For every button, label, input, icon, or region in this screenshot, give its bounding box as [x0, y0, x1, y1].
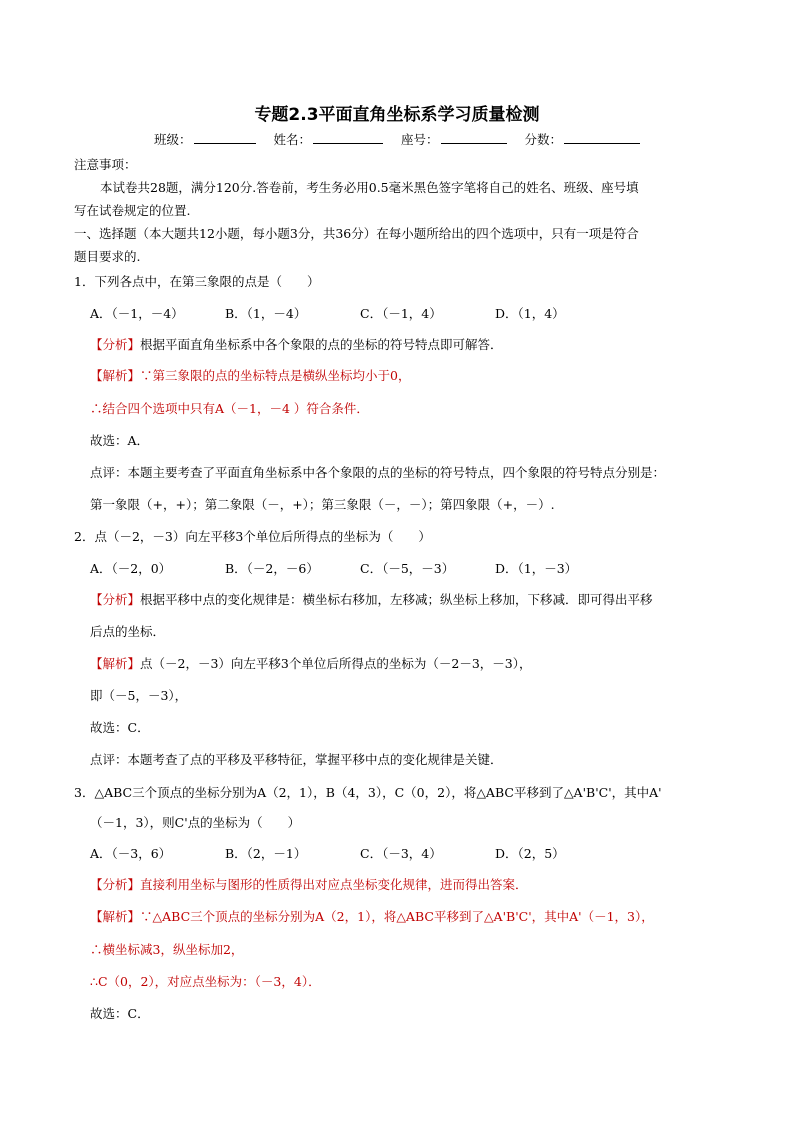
- q2-options: [90, 561, 630, 577]
- q2-analysis-tag: 【分析】: [90, 592, 141, 607]
- q3-solution: [90, 909, 654, 925]
- seat-field: [401, 130, 507, 148]
- q3-solution-text: ∵△ABC三个顶点的坐标分别为A（2，1），将△ABC平移到了△A'B'C'，其中A'（－1，3），: [140, 909, 654, 924]
- seat-blank[interactable]: [441, 131, 507, 144]
- notice-line-2: 写在试卷规定的位置.: [74, 203, 191, 218]
- section-heading-line-2: 题目要求的.: [74, 249, 141, 264]
- q2-solution-tag: 【解析】: [90, 656, 141, 671]
- q3-option-d[interactable]: D．（2，5）: [495, 846, 565, 861]
- q3-solution-tag: 【解析】: [90, 909, 141, 924]
- seat-label: 座号：: [400, 132, 439, 147]
- q1-options: [90, 306, 630, 322]
- q1-option-b[interactable]: B．（1，－4）: [225, 306, 307, 321]
- score-label: 分数：: [524, 132, 562, 147]
- q2-solution-line-2: 即（－5，－3），: [90, 688, 188, 703]
- score-blank[interactable]: [564, 131, 640, 144]
- section-heading-line-1: 一、选择题（本大题共12小题，每小题3分，共36分）在每小题所给出的四个选项中，只有一项是符合: [74, 226, 639, 241]
- class-field: [154, 130, 256, 148]
- q2-option-b[interactable]: B．（－2，－6）: [225, 561, 319, 576]
- student-info-row: [0, 130, 794, 148]
- q3-option-c[interactable]: C．（－3，4）: [360, 846, 442, 861]
- name-blank[interactable]: [313, 131, 383, 144]
- q1-option-c[interactable]: C．（－1，4）: [360, 306, 442, 321]
- q1-comment-line-1: 点评：本题主要考查了平面直角坐标系中各个象限的点的坐标的符号特点，四个象限的符号特点分别是：: [90, 465, 666, 480]
- q3-analysis-tag: 【分析】: [90, 877, 141, 892]
- q1-solution-tag: 【解析】: [90, 368, 141, 383]
- q1-solution-text: ∵第三象限的点的坐标特点是横纵坐标均小于0，: [140, 368, 411, 383]
- q2-comment: 点评：本题考查了点的平移及平移特征，掌握平移中点的变化规律是关键．: [90, 752, 503, 767]
- q2-analysis-text: 根据平移中点的变化规律是：横坐标右移加，左移减；纵坐标上移加，下移减．即可得出平移: [140, 592, 653, 607]
- q1-analysis-text: 根据平面直角坐标系中各个象限的点的坐标的符号特点即可解答．: [140, 337, 503, 352]
- q3-stem-line-2: （－1，3），则C'点的坐标为（ ）: [90, 815, 301, 830]
- q2-option-c[interactable]: C．（－5，－3）: [360, 561, 455, 576]
- q3-analysis: [90, 877, 528, 893]
- q1-option-d[interactable]: D．（1，4）: [495, 306, 565, 321]
- class-blank[interactable]: [194, 131, 256, 144]
- score-field: [524, 130, 640, 148]
- q3-option-b[interactable]: B．（2，－1）: [225, 846, 307, 861]
- q3-options: [90, 846, 630, 862]
- q1-option-a[interactable]: A．（－1，－4）: [90, 306, 184, 321]
- q1-comment-line-2: 第一象限（+，+）；第二象限（－，+）；第三象限（－，－）；第四象限（+，－）.: [90, 497, 555, 512]
- q2-answer: 故选：C．: [90, 720, 150, 735]
- name-field: [273, 130, 383, 148]
- q1-stem: 1．下列各点中，在第三象限的点是（ ）: [74, 274, 320, 289]
- q3-stem: 3．△ABC三个顶点的坐标分别为A（2，1），B（4，3），C（0，2），将△ABC平移到了△A'B'C'，其中A': [74, 785, 662, 800]
- q2-solution-text: 点（－2，－3）向左平移3个单位后所得点的坐标为（－2－3，－3），: [140, 656, 532, 671]
- q3-answer: 故选：C．: [90, 1006, 150, 1021]
- name-label: 姓名：: [273, 132, 311, 147]
- q2-option-d[interactable]: D．（1，－3）: [495, 561, 578, 576]
- q1-solution-line-2: ∴结合四个选项中只有A（－1，－4 ）符合条件．: [90, 401, 369, 416]
- q1-solution: [90, 368, 410, 384]
- q2-stem: 2．点（－2，－3）向左平移3个单位后所得点的坐标为（ ）: [74, 529, 431, 544]
- q2-analysis: [90, 592, 653, 608]
- q1-answer: 故选：A．: [90, 433, 150, 448]
- q3-solution-line-2: ∴横坐标减3，纵坐标加2，: [90, 942, 244, 957]
- notice-heading: 注意事项：: [74, 157, 137, 172]
- q1-analysis: [90, 337, 503, 353]
- q2-analysis-line-2: 后点的坐标．: [90, 624, 166, 639]
- q1-analysis-tag: 【分析】: [90, 337, 141, 352]
- notice-line-1: 本试卷共28题，满分120分.答卷前，考生务必用0.5毫米黑色签字笔将自己的姓名、班级、座号填: [100, 180, 639, 195]
- q3-analysis-text: 直接利用坐标与图形的性质得出对应点坐标变化规律，进而得出答案．: [140, 877, 528, 892]
- q3-solution-line-3: ∴C（0，2），对应点坐标为：（－3，4）．: [90, 974, 321, 989]
- q2-solution: [90, 656, 531, 672]
- page-title: 专题2.3平面直角坐标系学习质量检测: [254, 105, 540, 125]
- class-label: 班级：: [153, 132, 192, 147]
- q2-option-a[interactable]: A．（－2，0）: [90, 561, 172, 576]
- q3-option-a[interactable]: A．（－3，6）: [90, 846, 172, 861]
